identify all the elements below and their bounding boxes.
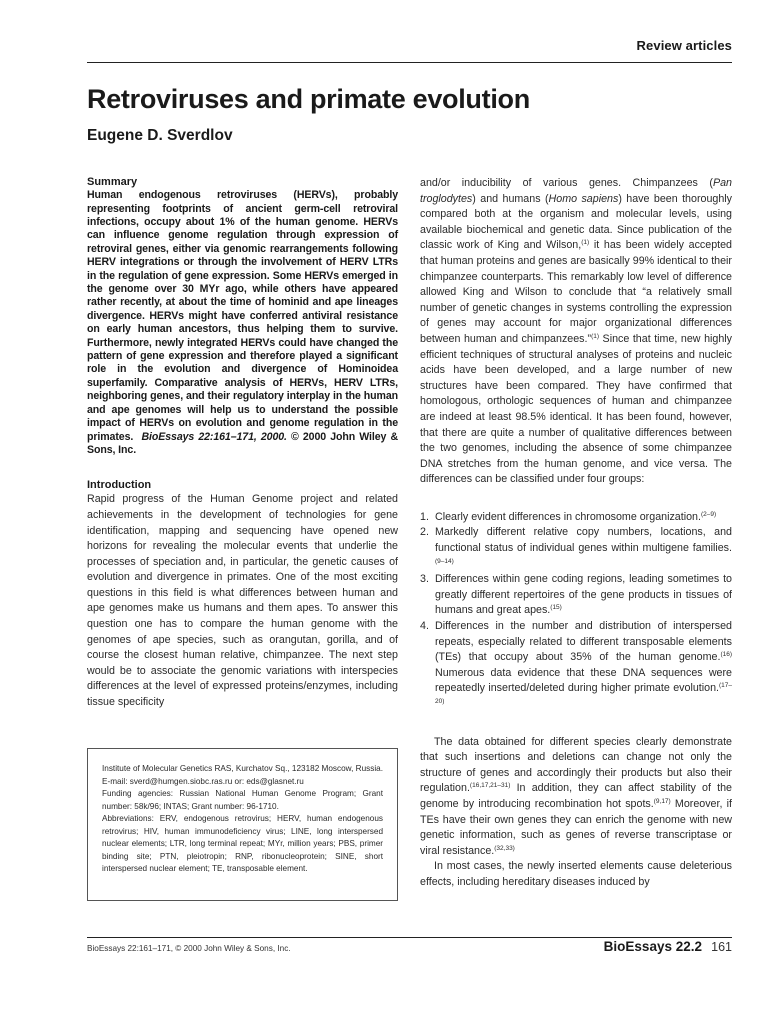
paragraph-3: In most cases, the newly inserted elements cause deleterious effects, including hereditary diseases induced by bbox=[420, 860, 732, 888]
summary-copyright: © 2000 John Wiley & Sons, Inc. bbox=[87, 430, 399, 456]
abbreviations: Abbreviations: ERV, endogenous retrovirus; HERV, human endogenous retrovirus; HIV, human immunodeficiency virus; LINE, long interspersed nuclear elements; LTR, long terminal repeat; MYr, million years; PBS, primer binding site; PTN, pleiotropin; RNP, ribonucleoprotein; SINE, short interspersed nuclear element; TE, transposable element. bbox=[102, 814, 383, 873]
summary-citation: BioEssays 22:161–171, 2000. bbox=[141, 430, 287, 443]
differences-list bbox=[420, 510, 732, 713]
footer-citation: BioEssays 22:161–171, © 2000 John Wiley & Sons, Inc. bbox=[87, 944, 291, 953]
introduction-text: Rapid progress of the Human Genome project and related achievements in the development of technologies for gene identification, mapping and sequencing have opened new horizons for revealing the molecular events that underlie the processes of speciation and, in particular, the genetic causes of evolution and divergence in primates. One of the most exciting questions in this field is what differences between human and ape genomes make us humans and them apes. To answer this question one has to compare the human genome with the genomes of ape species, such as orangutan, gorilla, and of course the closest human relative, chimpanzee. The next step would be to associate the genomic variations with interspecies differences at the level of expressed proteins/enzymes, including tissue specificity bbox=[87, 493, 398, 709]
left-column bbox=[87, 176, 398, 711]
ref: (1) bbox=[581, 239, 590, 247]
list-item: 2. Markedly different relative copy numbers, locations, and functional status of individual genes within multigene families.$^{(9-14)}$ bbox=[420, 526, 732, 565]
species-homo: Homo sapiens bbox=[548, 192, 619, 205]
footer-journal: BioEssays 22.2 bbox=[603, 939, 702, 954]
article-title: Retroviruses and primate evolution bbox=[87, 84, 530, 114]
header-rule bbox=[87, 62, 732, 63]
footnote-box bbox=[87, 748, 398, 901]
ref: (1) bbox=[591, 332, 600, 340]
list-item: 1. Clearly evident differences in chromosome organization.$^{(2-9)}$ bbox=[420, 510, 717, 523]
funding: Funding agencies: Russian National Human Genome Program; Grant number: 58k/96; INTAS; Grant number: 96-1710. bbox=[102, 789, 383, 811]
section-label: Review articles bbox=[636, 38, 732, 53]
footer-rule bbox=[87, 937, 732, 938]
introduction-heading: Introduction bbox=[87, 479, 152, 492]
article-author: Eugene D. Sverdlov bbox=[87, 127, 233, 144]
paragraph-2: The data obtained for different species clearly demonstrate that such insertions and deletions can change not only the structure of genes and accordingly their products but also their regulation.$^{(16,17,21-31)}$ In addition, they can affect stability of the genome by introducing recombination hot spots.$^{(9,17)}$ Moreover, if TEs have their own genes they can enrich the genome with new genetic information, such as genes of reverse transcriptase or viral resistance.$^{(32,33)}$ bbox=[420, 735, 732, 857]
list-item: 4. Differences in the number and distribution of interspersed repeats, especially related to different transposable elements (TEs) that occupy about 35% of the human genome.$^{(16)}$ Numerous data evidence that these DNA sequences were repeatedly inserted/deleted during higher primate evolution.$^{(17-20)}$ bbox=[420, 620, 732, 705]
page-number: 161 bbox=[711, 940, 732, 954]
paragraph-1: and/or inducibility of various genes. Chimpanzees (Pan troglodytes) and humans (Homo sapiens) have been thoroughly compared both at the organism and molecular levels, using available biochemical and genetic data. Since publication of the classic work of King and Wilson,$^{(1)}$ it has been widely accepted that human proteins and genes are basically 99% identical to their chimpanzee counterparts. This remarkably low level of difference allowed King and Wilson to conclude that “a relatively small number of genetic changes in systems controlling the expression of genes may account for major organizational differences between human and chimpanzees.”$^{(1)}$ Since that time, new highly efficient techniques of structural analyses of proteins and nucleic acids have been developed, and a large number of new structures have been compared. They have confirmed that homologous, orthologic sequences of human and chimpanzee are indeed at least 98.5% identical. It has been found, however, that there are quite a number of qualitative differences between the two genomes, including the absence of some chimpanzee DNA stretches from the human genome, and vice versa. The differences can be classified under four groups: bbox=[420, 177, 732, 486]
summary-text: Human endogenous retroviruses (HERVs), probably representing footprints of ancient germ-cell retroviral infections, occupy about 1% of the human genome. HERVs can influence genome regulation through expression of retroviral genes, either via genomic rearrangements following HERV integrations or through the involvement of HERV LTRs in the regulation of gene expression. Some HERVs emerged in the genome over 30 MYr ago, while others have appeared rather recently, at about the time of hominid and ape lineages divergence. HERVs might have conferred antiviral resistance on early human ancestors, thus helping them to survive. Furthermore, newly integrated HERVs could have changed the pattern of gene expression and therefore played a significant role in the evolution and divergence of Hominoidea superfamily. Comparative analysis of HERVs, HERV LTRs, neighboring genes, and their regulatory interplay in the human and ape genomes will help us to understand the possible impact of HERVs on evolution and genome regulation in the primates. BioEssays 22:161–171, 2000. © 2000 John Wiley & Sons, Inc. bbox=[87, 189, 399, 456]
affiliation: Institute of Molecular Genetics RAS, Kurchatov Sq., 123182 Moscow, Russia. E-mail: sverd@humgen.siobc.ras.ru or: eds@glasnet.ru bbox=[102, 764, 383, 786]
species-pan: Pan troglodytes bbox=[420, 177, 732, 205]
list-item: 3. Differences within gene coding regions, leading sometimes to greatly different repertoires of the gene products in tissues of humans and great apes.$^{(15)}$ bbox=[420, 573, 732, 617]
summary-heading: Summary bbox=[87, 176, 138, 188]
right-column bbox=[420, 176, 732, 891]
